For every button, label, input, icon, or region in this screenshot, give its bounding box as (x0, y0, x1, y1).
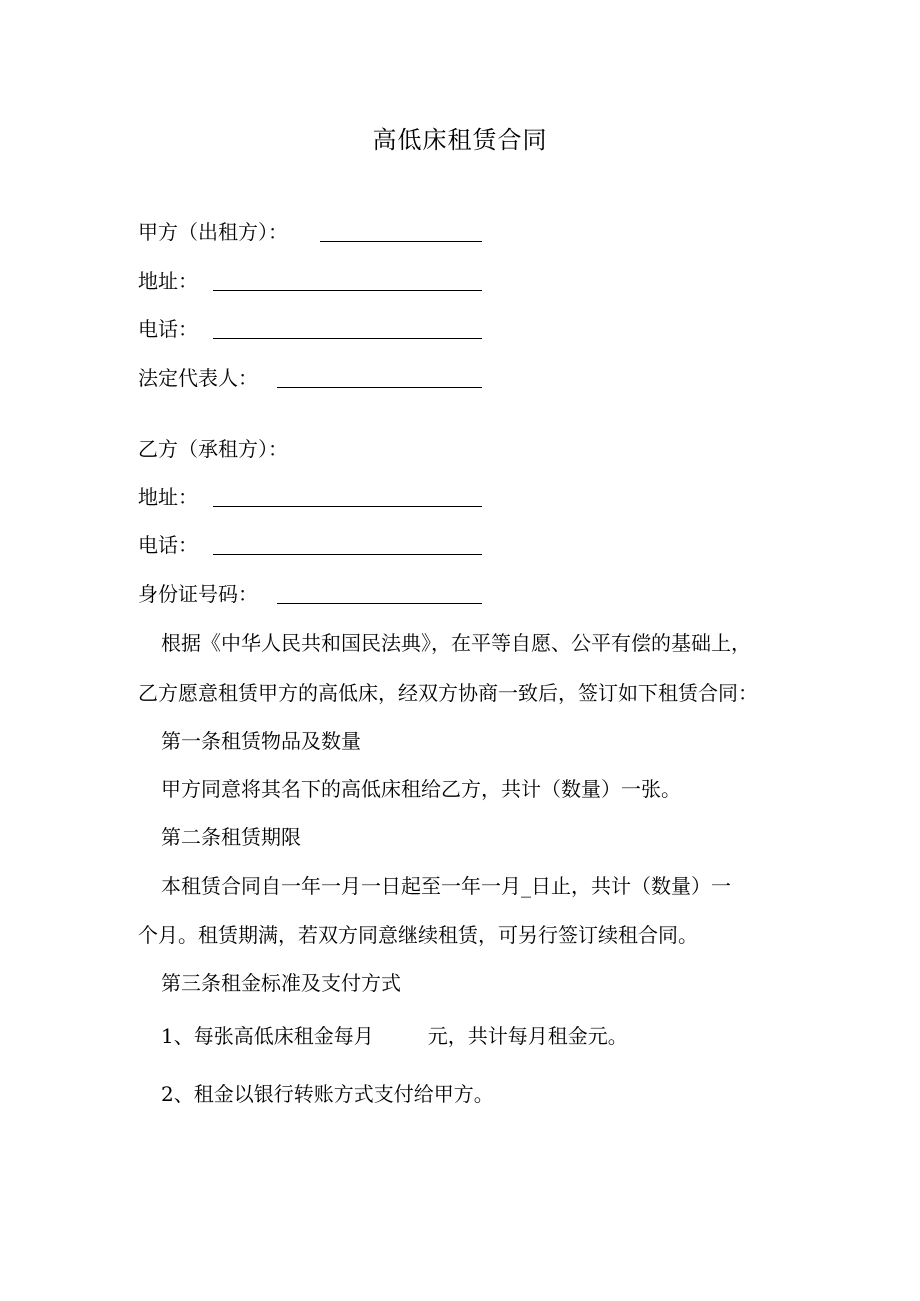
party-b-phone-label: 电话： (138, 533, 198, 557)
article-2-text-line-2: 个月。租赁期满，若双方同意继续租赁，可另行签订续租合同。 (138, 923, 698, 947)
article-2-heading: 第二条租赁期限 (161, 825, 301, 849)
article-3-item-1-part-2: 元，共计每月租金元。 (427, 1024, 628, 1048)
article-2-text-line-1: 本租赁合同自一年一月一日起至一年一月_日止，共计（数量）一 (161, 874, 731, 898)
article-1-heading: 第一条租赁物品及数量 (161, 729, 361, 753)
document-title: 高低床租赁合同 (372, 126, 548, 154)
article-3-item-1 (161, 1021, 628, 1051)
party-a-address-label: 地址： (138, 269, 198, 293)
article-3-item-1-part-1: 1、每张高低床租金每月 (161, 1024, 374, 1048)
party-a-legal-rep-blank-line (277, 387, 482, 388)
article-3-item-2: 2、租金以银行转账方式支付给甲方。 (161, 1082, 494, 1106)
article-1-text: 甲方同意将其名下的高低床租给乙方，共计（数量）一张。 (161, 777, 681, 801)
party-a-phone-blank-line (213, 338, 482, 339)
article-3-heading: 第三条租金标准及支付方式 (161, 971, 401, 995)
party-a-phone-label: 电话： (138, 317, 198, 341)
party-b-address-blank-line (213, 506, 482, 507)
party-a-legal-rep-label: 法定代表人： (138, 366, 258, 390)
party-b-address-label: 地址： (138, 485, 198, 509)
party-b-id-blank-line (277, 603, 482, 604)
party-b-label: 乙方（承租方）： (138, 437, 288, 461)
intro-line-1: 根据《中华人民共和国民法典》，在平等自愿、公平有偿的基础上， (161, 631, 751, 655)
party-a-address-blank-line (213, 290, 482, 291)
party-a-blank-line (320, 241, 482, 242)
party-b-id-label: 身份证号码： (138, 582, 258, 606)
party-b-phone-blank-line (213, 554, 482, 555)
party-a-label: 甲方（出租方）： (138, 220, 288, 244)
intro-line-2: 乙方愿意租赁甲方的高低床，经双方协商一致后，签订如下租赁合同： (138, 681, 758, 705)
